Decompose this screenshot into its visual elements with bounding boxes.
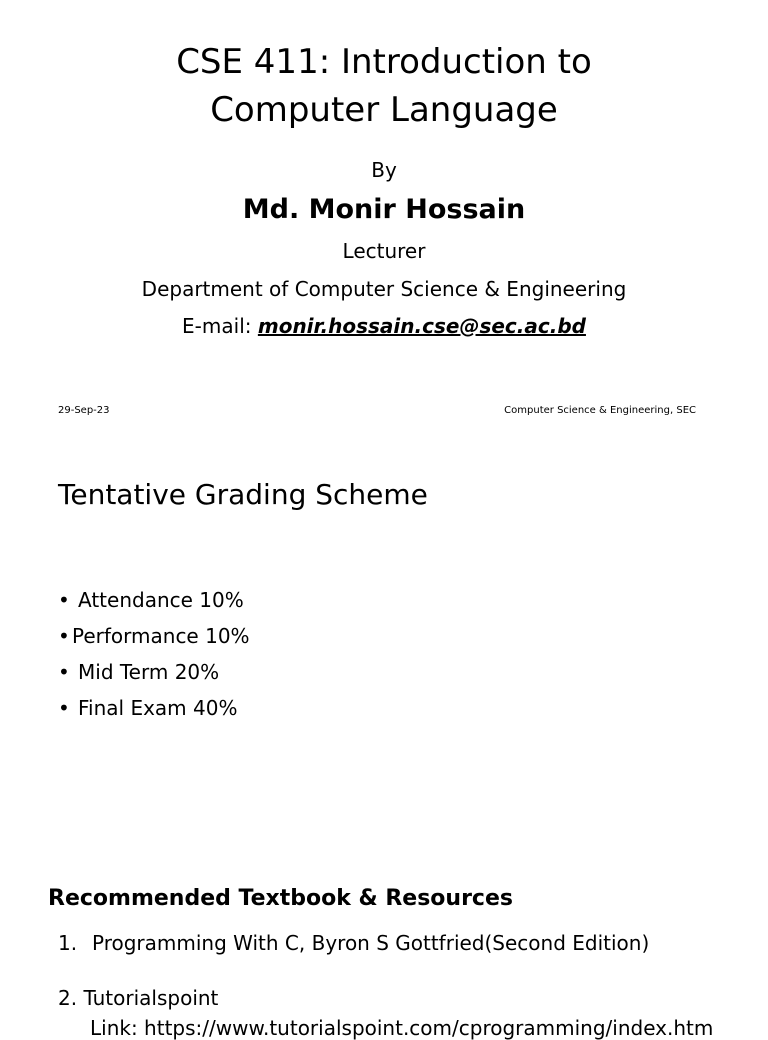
list-item: [58, 657, 250, 693]
resource-link[interactable]: Link: https://www.tutorialspoint.com/cprogramming/index.htm: [90, 1016, 714, 1040]
grading-list: [58, 585, 250, 729]
course-title-line2: Computer Language: [210, 90, 558, 130]
author-role: Lecturer: [342, 239, 426, 263]
email-link[interactable]: monir.hossain.cse@sec.ac.bd: [257, 314, 586, 338]
resource-item-tutorialspoint: 2. Tutorialspoint: [58, 986, 219, 1010]
bullet-icon: •: [58, 624, 70, 648]
department-name: Department of Computer Science & Engineering: [141, 277, 627, 301]
by-label: By: [371, 158, 397, 182]
resources-slide: [0, 840, 768, 1040]
email-label: E-mail:: [182, 314, 258, 338]
grading-item-attendance: Attendance 10%: [78, 588, 244, 612]
resource-number: 1.: [58, 931, 78, 955]
bullet-icon: •: [58, 696, 70, 720]
resource-textbook-title: Programming With C, Byron S Gottfried(Second Edition): [92, 931, 650, 955]
author-name: Md. Monir Hossain: [242, 194, 526, 225]
grading-item-final-exam: Final Exam 40%: [78, 696, 238, 720]
footer-organization: Computer Science & Engineering, SEC: [504, 405, 696, 416]
list-item: [58, 621, 250, 657]
course-title-line1: CSE 411: Introduction to: [176, 42, 592, 82]
list-item: [58, 693, 250, 729]
bullet-icon: •: [58, 660, 70, 684]
course-title: [0, 38, 768, 134]
grading-slide: [0, 440, 768, 840]
title-slide: [0, 0, 768, 440]
list-item: [58, 585, 250, 621]
resources-heading: Recommended Textbook & Resources: [48, 886, 513, 911]
grading-heading: Tentative Grading Scheme: [58, 478, 428, 511]
grading-item-mid-term: Mid Term 20%: [78, 660, 220, 684]
resource-item-textbook: [58, 931, 649, 955]
bullet-icon: •: [58, 588, 70, 612]
footer-date: 29-Sep-23: [58, 405, 110, 416]
grading-item-performance: Performance 10%: [72, 624, 250, 648]
email-line: [0, 314, 768, 338]
